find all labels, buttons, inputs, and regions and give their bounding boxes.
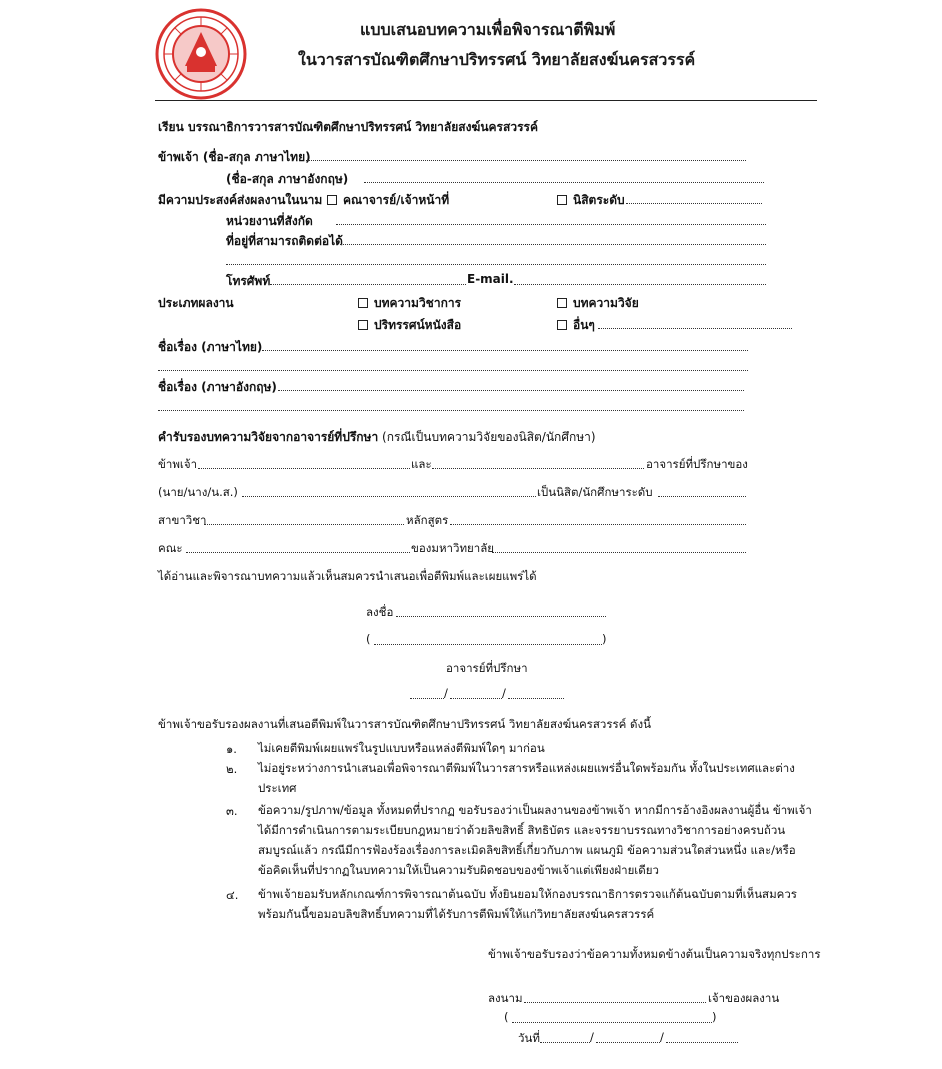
certify-intro: ข้าพเจ้าขอรับรองผลงานที่เสนอตีพิมพ์ในวารสารบัณฑิตศึกษาปริทรรศน์ วิทยาลัยสงฆ์นครสวรรค์ ดังนี้ <box>158 717 651 731</box>
owner-date-slash-2: / <box>660 1030 664 1044</box>
option-academic-label: บทความวิชาการ <box>374 296 462 310</box>
checkbox-student[interactable] <box>557 195 567 205</box>
checkbox-faculty[interactable] <box>327 195 337 205</box>
checkbox-review[interactable] <box>358 320 368 330</box>
email-field[interactable] <box>514 284 766 285</box>
advisor-printed-name-field[interactable] <box>374 644 602 645</box>
name-th-label: ข้าพเจ้า (ชื่อ-สกุล ภาษาไทย) <box>158 150 311 164</box>
email-label: E-mail. <box>467 272 514 286</box>
checkbox-research[interactable] <box>557 298 567 308</box>
major-field[interactable] <box>204 524 404 525</box>
student-name-field[interactable] <box>242 496 536 497</box>
item-4-number: ๔. <box>226 888 239 902</box>
advisor-date-year-field[interactable] <box>508 698 564 699</box>
prefix-label: (นาย/นาง/น.ส.) <box>158 485 238 499</box>
item-4-text: ข้าพเจ้ายอมรับหลักเกณฑ์การพิจารณาต้นฉบับ ทั้งยินยอมให้กองบรรณาธิการตรวจแก้ต้นฉบับตามที่เห็นสมควร พร้อมกันนี้ขอมอบลิขสิทธิ์บทความที่ได้รับการตีพิมพ์ให้แก่วิทยาลัยสงฆ์นครสวรรค์ <box>258 887 797 921</box>
advisor-date-day-field[interactable] <box>410 698 444 699</box>
owner-date-year-field[interactable] <box>666 1042 738 1043</box>
name-en-field[interactable] <box>364 182 764 183</box>
university-label: ของมหาวิทยาลัย <box>411 541 495 555</box>
advisor-sign-field[interactable] <box>396 616 606 617</box>
address-field-1[interactable] <box>340 244 766 245</box>
option-review-label: ปริทรรศน์หนังสือ <box>374 318 462 332</box>
advisor-date-slash-1: / <box>444 686 448 700</box>
option-student[interactable] <box>557 191 625 210</box>
option-review[interactable] <box>358 316 461 335</box>
form-title-line1: แบบเสนอบทความเพื่อพิจารณาตีพิมพ์ <box>360 20 616 39</box>
owner-printed-name-field[interactable] <box>512 1022 712 1023</box>
advisor-statement: ได้อ่านและพิจารณาบทความแล้วเห็นสมควรนำเสนอเพื่อตีพิมพ์และเผยแพร่ได้ <box>158 569 537 583</box>
student-level-label: เป็นนิสิต/นักศึกษาระดับ <box>537 485 653 499</box>
advisor-name-open-paren: ( <box>366 632 371 646</box>
major-label: สาขาวิชา <box>158 513 207 527</box>
item-3-number: ๓. <box>226 804 238 818</box>
phone-field[interactable] <box>270 284 466 285</box>
program-label: หลักสูตร <box>406 513 449 527</box>
advisor-name-field[interactable] <box>198 468 410 469</box>
item-2-text: ไม่อยู่ระหว่างการนำเสนอเพื่อพิจารณาตีพิมพ์ในวารสารหรือแหล่งเผยแพร่อื่นใดพร้อมกัน ทั้งในประเทศและต่างประเทศ <box>258 761 795 795</box>
item-2-number: ๒. <box>226 762 238 776</box>
faculty-field[interactable] <box>186 552 410 553</box>
advisor-heading-note: (กรณีเป็นบทความวิจัยของนิสิต/นักศึกษา) <box>382 430 596 444</box>
item-1-text: ไม่เคยตีพิมพ์เผยแพร่ในรูปแบบหรือแหล่งตีพิมพ์ใดๆ มาก่อน <box>258 741 545 755</box>
item-3-text: ข้อความ/รูปภาพ/ข้อมูล ทั้งหมดที่ปรากฏ ขอรับรองว่าเป็นผลงานของข้าพเจ้า หากมีการอ้างอิงผลงานผู้อื่น ข้าพเจ้าได้มีการดำเนินการตามระเบียบกฎหมายว่าด้วยลิขสิทธิ์ สิทธิบัตร และจรรยาบรรณทางวิชาการอย่างครบถ้วนสมบูรณ์แล้ว กรณีมีการฟ้องร้องเรื่องการละเมิดลิขสิทธิ์เกี่ยวกับภาพ แผนภูมิ ข้อความส่วนใดส่วนหนึ่ง และ/หรือข้อคิดเห็นที่ปรากฏในบทความให้เป็นความรับผิดชอบของข้าพเจ้าแต่เพียงฝ่ายเดียว <box>258 803 812 877</box>
checkbox-other[interactable] <box>557 320 567 330</box>
salutation: เรียน บรรณาธิการวารสารบัณฑิตศึกษาปริทรรศน์ วิทยาลัยสงฆ์นครสวรรค์ <box>158 120 538 134</box>
owner-date-label: วันที่ <box>518 1031 540 1045</box>
header-divider <box>155 100 817 101</box>
advisor-i-label: ข้าพเจ้า <box>158 457 198 471</box>
truth-statement: ข้าพเจ้าขอรับรองว่าข้อความทั้งหมดข้างต้นเป็นความจริงทุกประการ <box>488 947 821 961</box>
advisor-student-level-field[interactable] <box>658 496 746 497</box>
work-type-label: ประเภทผลงาน <box>158 296 234 310</box>
name-en-label: (ชื่อ-สกุล ภาษาอังกฤษ) <box>226 172 349 186</box>
address-label: ที่อยู่ที่สามารถติดต่อได้ <box>226 234 343 248</box>
advisor-and-label: และ <box>411 457 432 471</box>
title-en-label: ชื่อเรื่อง (ภาษาอังกฤษ) <box>158 380 277 394</box>
option-other-label: อื่นๆ <box>573 318 595 332</box>
form-title-line2: ในวารสารบัณฑิตศึกษาปริทรรศน์ วิทยาลัยสงฆ์นครสวรรค์ <box>298 50 696 69</box>
advisor-date-month-field[interactable] <box>450 698 502 699</box>
advisor-role: อาจารย์ที่ปรึกษา <box>446 661 528 675</box>
option-student-label: นิสิตระดับ <box>573 193 625 207</box>
address-field-2[interactable] <box>226 264 766 265</box>
owner-date-day-field[interactable] <box>540 1042 590 1043</box>
owner-date-month-field[interactable] <box>596 1042 660 1043</box>
owner-sign-field[interactable] <box>524 1002 706 1003</box>
option-academic[interactable] <box>358 294 461 313</box>
university-field[interactable] <box>492 552 746 553</box>
title-th-field-1[interactable] <box>262 350 748 351</box>
owner-label: เจ้าของผลงาน <box>708 991 780 1005</box>
item-1-number: ๑. <box>226 742 237 756</box>
owner-name-close-paren: ) <box>712 1010 717 1024</box>
college-seal-logo <box>155 8 247 100</box>
advisor-heading-title: คำรับรองบทความวิจัยจากอาจารย์ที่ปรึกษา <box>158 430 379 444</box>
advisor-name-close-paren: ) <box>602 632 607 646</box>
option-faculty[interactable] <box>327 191 449 210</box>
owner-sign-label: ลงนาม <box>488 991 523 1005</box>
name-th-field[interactable] <box>306 160 746 161</box>
option-faculty-label: คณาจารย์/เจ้าหน้าที่ <box>343 193 450 207</box>
checkbox-academic[interactable] <box>358 298 368 308</box>
other-type-field[interactable] <box>598 328 792 329</box>
advisor-heading <box>158 428 596 447</box>
affiliation-field[interactable] <box>336 224 766 225</box>
advisor-sign-label: ลงชื่อ <box>366 605 394 619</box>
title-th-label: ชื่อเรื่อง (ภาษาไทย) <box>158 340 263 354</box>
option-research[interactable] <box>557 294 639 313</box>
co-advisor-name-field[interactable] <box>432 468 644 469</box>
advisor-date-slash-2: / <box>502 686 506 700</box>
option-research-label: บทความวิจัย <box>573 296 639 310</box>
option-other[interactable] <box>557 316 595 335</box>
owner-name-open-paren: ( <box>504 1010 509 1024</box>
affiliation-label: หน่วยงานที่สังกัด <box>226 214 313 228</box>
program-field[interactable] <box>450 524 746 525</box>
title-en-field-1[interactable] <box>278 390 744 391</box>
title-th-field-2[interactable] <box>158 370 748 371</box>
faculty-label: คณะ <box>158 541 183 555</box>
advisor-of-label: อาจารย์ที่ปรึกษาของ <box>646 457 748 471</box>
title-en-field-2[interactable] <box>158 410 744 411</box>
phone-label: โทรศัพท์ <box>226 274 271 288</box>
student-level-field[interactable] <box>626 203 762 204</box>
owner-date-slash-1: / <box>590 1030 594 1044</box>
purpose-label: มีความประสงค์ส่งผลงานในนาม <box>158 193 323 207</box>
